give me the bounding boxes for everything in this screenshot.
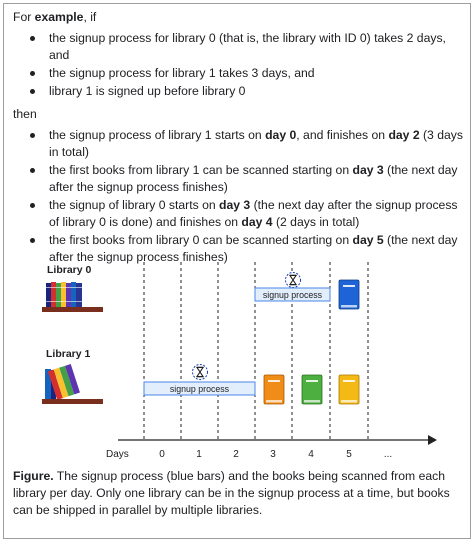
result-segment: (the next day after the signup process of library 0 is done) and finishes on [49,198,458,229]
hourglass-icon [193,365,208,380]
day-tick-label: 1 [196,449,202,460]
result-bold-segment: day 5 [352,233,384,247]
day-tick-label: 4 [308,449,314,460]
result-segment: , and finishes on [296,128,389,142]
result-bold-segment: day 4 [241,215,273,229]
result-segment: (2 days in total) [272,215,360,229]
book-icon [339,280,359,309]
then-label: then [13,107,37,121]
book-icon [264,375,284,404]
book-icon [302,375,322,404]
bookshelf-icon [42,364,103,404]
result-bold-segment: day 3 [352,163,384,177]
result-segment: the signup process of library 1 starts on [49,128,266,142]
day-tick-label: 5 [346,449,352,460]
result-segment: (3 days in total) [49,128,463,159]
result-segment: (the next day after the signup process finishes) [49,233,458,264]
result-segment: the first books from library 0 can be scanned starting on [49,233,353,247]
figure-caption [13,468,463,519]
day-tick-label: 0 [159,449,165,460]
day-tick-label: 3 [270,449,276,460]
library0-signup-label: signup process [262,290,323,300]
condition-item: the signup process for library 0 (that is, the library with ID 0) takes 2 days, and [13,30,463,64]
condition-item: the signup process for library 1 takes 3 days, and [13,65,463,82]
caption-text: The signup process (blue bars) and the books being scanned from each library per day. Only one library can be in the signup process at a time, but books can be shipped in parallel by multiple libraries. [13,469,450,517]
result-bold-segment: day 3 [219,198,251,212]
library1-label: Library 1 [46,348,91,360]
condition-item: library 1 is signed up before library 0 [13,83,463,100]
days-axis-arrow [428,435,437,445]
days-axis-label: Days [106,449,129,460]
intro-pre: For [13,10,35,24]
library0-label: Library 0 [47,264,92,276]
result-bold-segment: day 0 [265,128,297,142]
hourglass-icon [286,273,301,288]
intro-bold: example [34,10,84,24]
result-segment: the first books from library 1 can be scanned starting on [49,163,353,177]
result-segment: (the next day after the signup process finishes) [49,163,458,194]
day-tick-label: 2 [233,449,239,460]
caption-label: Figure. [13,469,54,483]
day-tick-label: ... [383,449,393,460]
book-icon [339,375,359,404]
library1-signup-label: signup process [169,384,230,394]
intro-post: , if [83,10,97,24]
result-bold-segment: day 2 [388,128,420,142]
result-segment: the signup of library 0 starts on [49,198,220,212]
bookshelf-icon [42,282,103,312]
